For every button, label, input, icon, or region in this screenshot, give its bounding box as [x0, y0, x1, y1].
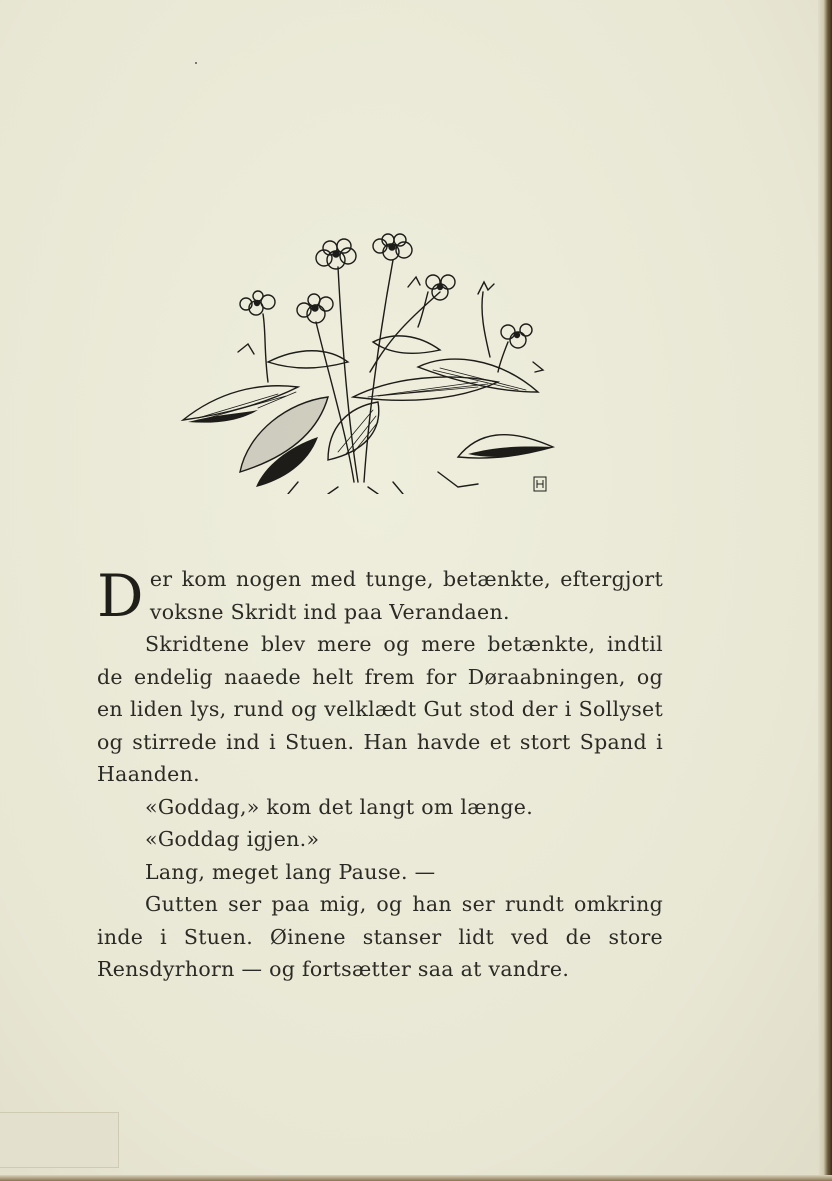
second-line: voksne Skridt ind paa Verandaen. — [149, 599, 510, 624]
book-bottom-edge — [0, 1175, 832, 1181]
story-text — [97, 563, 663, 986]
first-line: er kom nogen med tunge, betænkte, eftergjort — [149, 567, 663, 591]
paragraph: Skridtene blev mere og mere betænkte, indtil de endelig naaede helt frem for Døraabningen, og en liden lys, rund og velklædt Gut stod der i Sollyset og stirrede ind i Stuen. Han havde et stort Spand i Haanden. — [97, 632, 663, 786]
opening-paragraph — [97, 563, 663, 628]
paragraph: Gutten ser paa mig, og han ser rundt omkring inde i Stuen. Øinene stanser lidt ved de store Rensdyrhorn — og fortsætter saa at vandre. — [97, 892, 663, 981]
paragraph: Lang, meget lang Pause. — — [145, 859, 436, 884]
page-tab-marker — [0, 1112, 119, 1168]
drop-cap: D — [97, 562, 144, 630]
paragraph: «Goddag,» kom det langt om længe. — [145, 794, 534, 819]
paper-speck — [195, 62, 197, 64]
paragraph: «Goddag igjen.» — [145, 827, 320, 851]
monogram-icon — [534, 477, 546, 491]
book-spine-edge — [818, 0, 832, 1181]
flowering-plant-illustration-icon — [178, 232, 562, 494]
